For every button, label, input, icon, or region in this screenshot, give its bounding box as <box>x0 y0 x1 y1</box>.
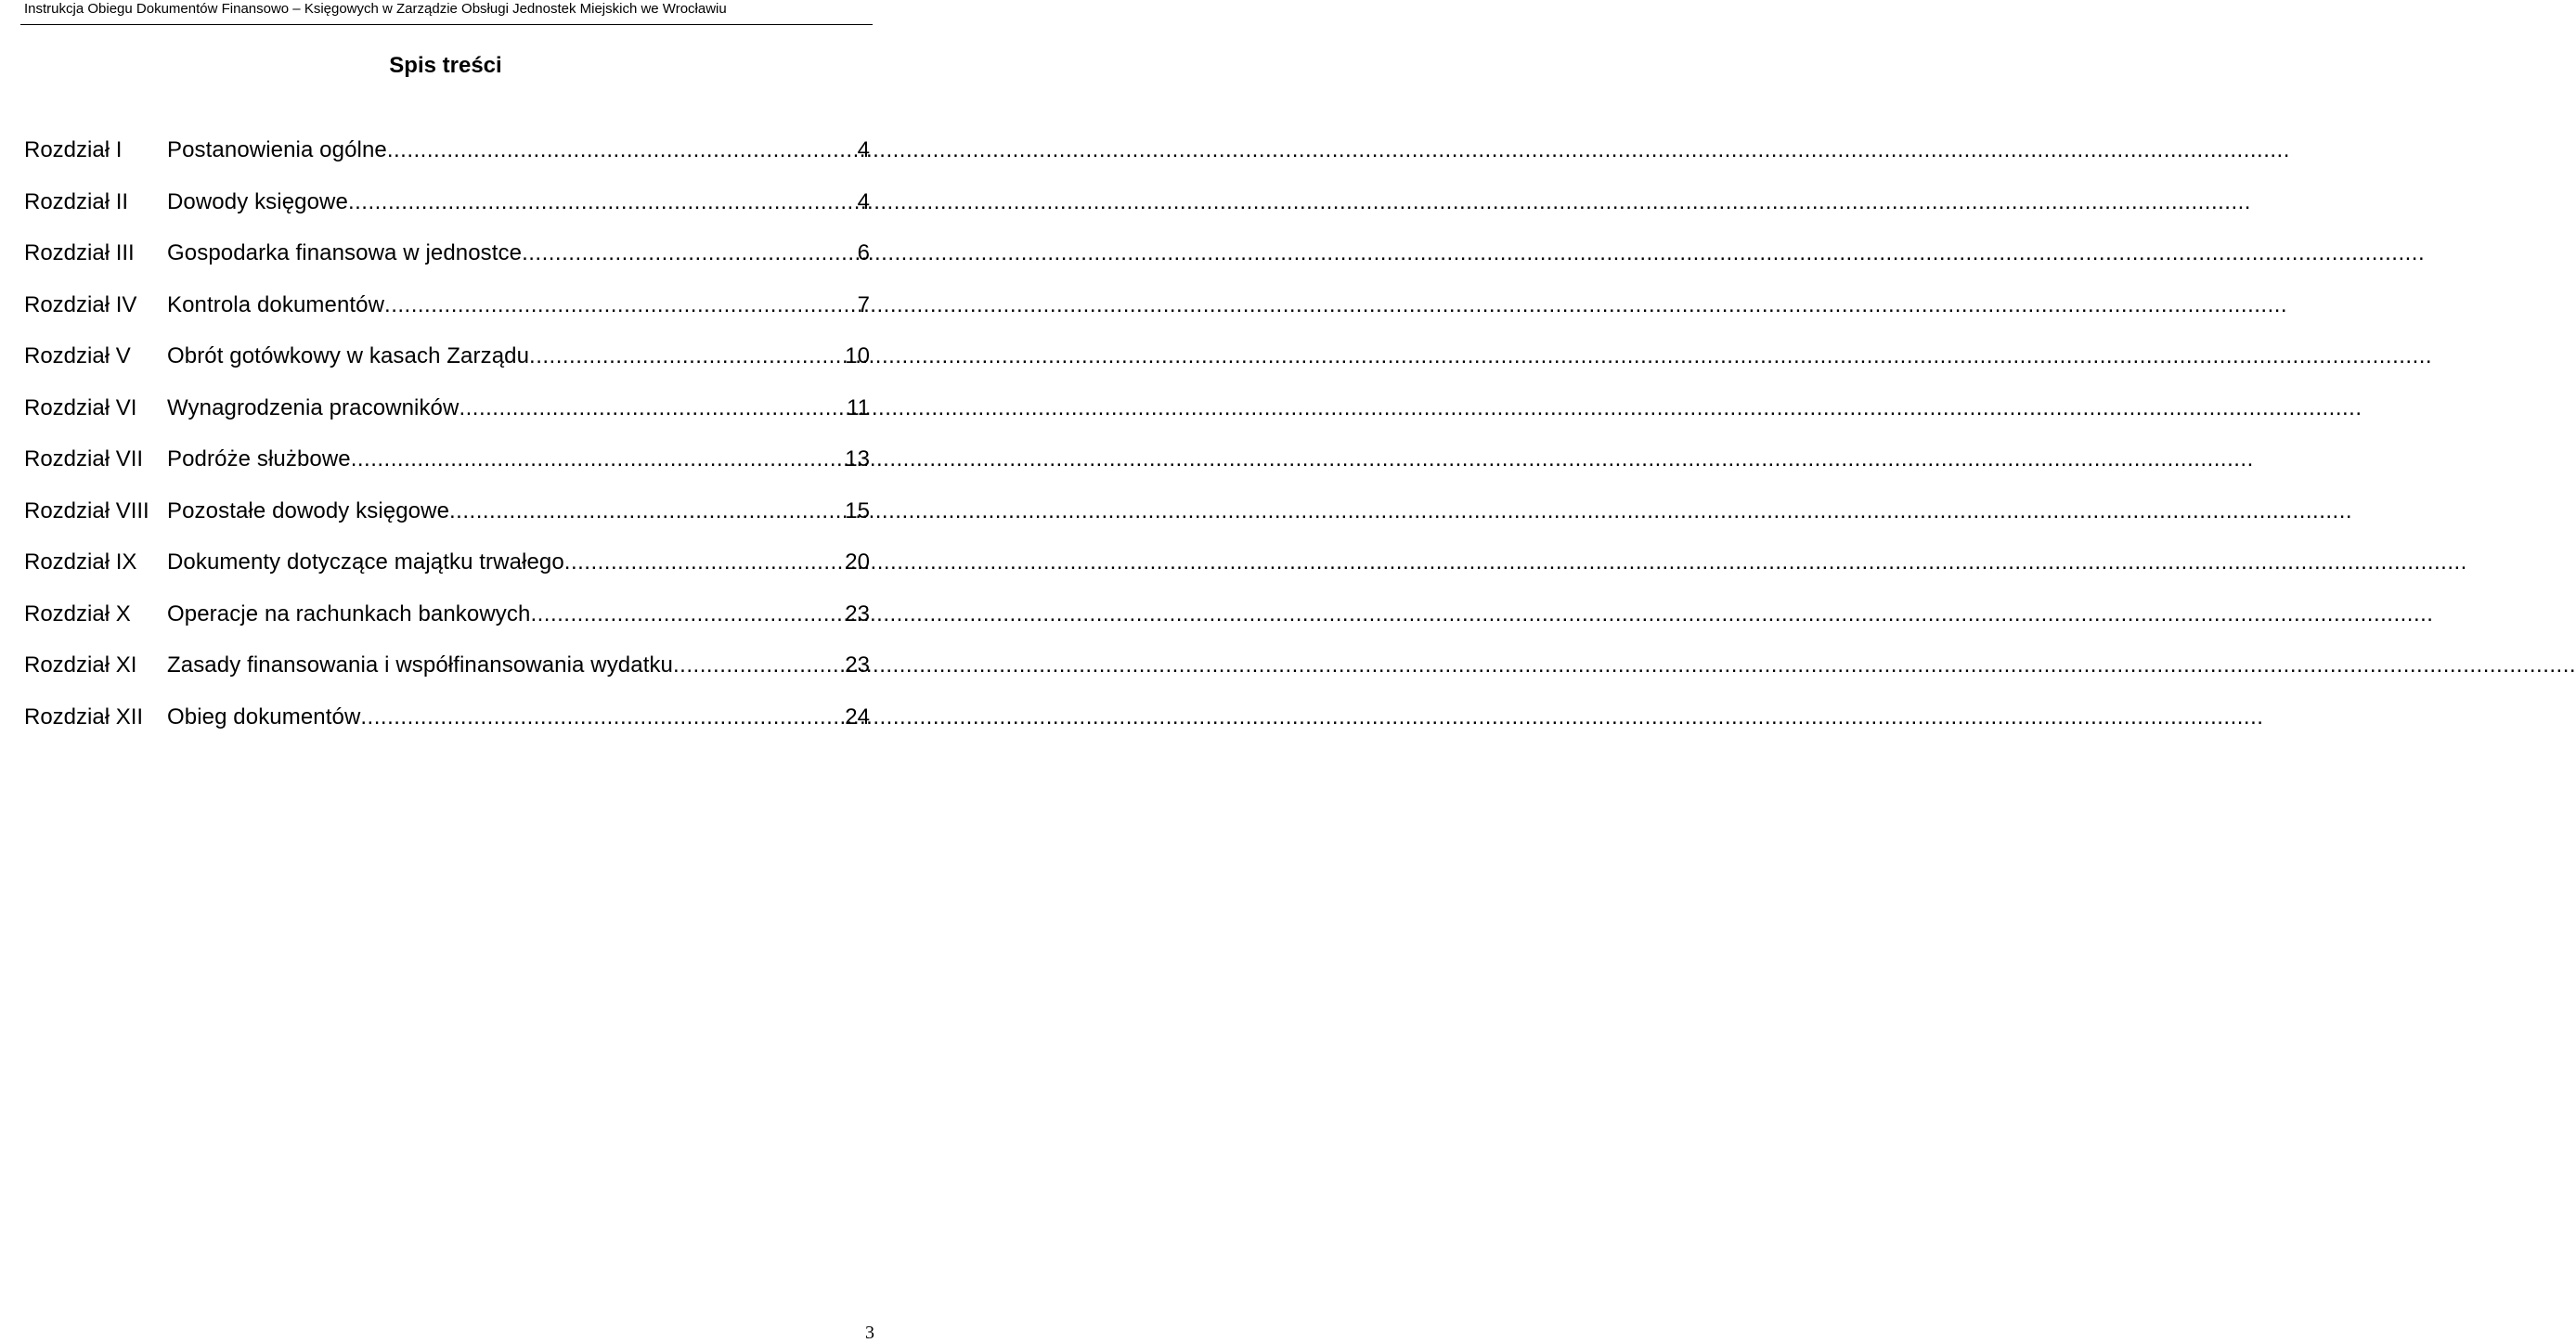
toc-page-number: 6 <box>857 240 870 265</box>
toc-dot-leader <box>459 388 845 429</box>
toc-page-number: 4 <box>857 188 870 214</box>
toc-entry-rozdzial-8[interactable] <box>24 491 870 543</box>
toc-entry-rozdzial-6[interactable] <box>24 388 870 440</box>
toc-chapter-title: Postanowienia ogólne <box>167 137 387 162</box>
toc-dot-leader <box>673 645 843 686</box>
toc-chapter-number: Rozdział XII <box>24 704 144 730</box>
toc-chapter-title: Operacje na rachunkach bankowych <box>167 600 531 626</box>
toc-dot-leader <box>529 336 843 377</box>
toc-page-number: 4 <box>857 137 870 162</box>
toc-title: Spis treści <box>389 53 502 78</box>
toc-chapter-number: Rozdział VIII <box>24 497 149 523</box>
toc-chapter-number: Rozdział VII <box>24 446 144 471</box>
toc-page-number: 13 <box>845 446 870 471</box>
toc-page-number: 23 <box>845 652 870 678</box>
toc-chapter-title: Kontrola dokumentów <box>167 291 385 317</box>
toc-chapter-number: Rozdział VI <box>24 394 137 420</box>
toc-chapter-title: Dokumenty dotyczące majątku trwałego <box>167 549 564 575</box>
page-number: 3 <box>865 1323 874 1343</box>
toc-entry-rozdzial-1[interactable] <box>24 130 870 182</box>
toc-entry-rozdzial-12[interactable] <box>24 697 870 749</box>
toc-dot-leader <box>530 594 843 635</box>
toc-entry-rozdzial-4[interactable] <box>24 285 870 337</box>
toc-chapter-number: Rozdział I <box>24 137 123 162</box>
toc-dot-leader <box>387 130 856 171</box>
toc-chapter-title: Gospodarka finansowa w jednostce <box>167 240 523 265</box>
toc-chapter-number: Rozdział II <box>24 188 129 214</box>
toc-chapter-number: Rozdział IX <box>24 549 137 575</box>
toc-chapter-title: Podróże służbowe <box>167 446 351 471</box>
toc-page-number: 24 <box>845 704 870 730</box>
toc-chapter-number: Rozdział V <box>24 343 131 368</box>
toc-entry-rozdzial-11[interactable] <box>24 645 870 697</box>
toc-page-number: 23 <box>845 600 870 626</box>
toc-chapter-title: Wynagrodzenia pracowników <box>167 394 460 420</box>
running-header: Instrukcja Obiegu Dokumentów Finansowo – Księgowych w Zarządzie Obsługi Jednostek Miejskich we Wrocławiu <box>24 1 727 17</box>
toc-chapter-title: Pozostałe dowody księgowe <box>167 497 450 523</box>
toc-dot-leader <box>522 233 856 274</box>
toc-dot-leader <box>384 285 856 326</box>
toc-page-number: 20 <box>845 549 870 575</box>
toc-dot-leader <box>351 439 844 480</box>
toc-entry-rozdzial-5[interactable] <box>24 336 870 388</box>
toc-page-number: 10 <box>845 343 870 368</box>
toc-entry-rozdzial-2[interactable] <box>24 182 870 234</box>
toc-chapter-number: Rozdział XI <box>24 652 137 678</box>
toc-page-number: 11 <box>847 394 870 420</box>
toc-page-number: 15 <box>845 497 870 523</box>
toc-chapter-title: Dowody księgowe <box>167 188 348 214</box>
toc-entry-rozdzial-9[interactable] <box>24 542 870 594</box>
toc-chapter-number: Rozdział IV <box>24 291 137 317</box>
toc-entry-rozdzial-10[interactable] <box>24 594 870 646</box>
table-of-contents <box>24 130 870 748</box>
toc-dot-leader <box>348 182 856 223</box>
toc-dot-leader <box>360 697 843 738</box>
toc-chapter-number: Rozdział X <box>24 600 131 626</box>
header-rule <box>20 24 873 25</box>
toc-chapter-title: Zasady finansowania i współfinansowania wydatku <box>167 652 674 678</box>
toc-dot-leader <box>564 542 844 583</box>
toc-chapter-number: Rozdział III <box>24 240 135 265</box>
toc-page-number: 7 <box>857 291 870 317</box>
toc-chapter-title: Obieg dokumentów <box>167 704 361 730</box>
toc-entry-rozdzial-7[interactable] <box>24 439 870 491</box>
toc-entry-rozdzial-3[interactable] <box>24 233 870 285</box>
toc-dot-leader <box>449 491 843 532</box>
toc-chapter-title: Obrót gotówkowy w kasach Zarządu <box>167 343 530 368</box>
